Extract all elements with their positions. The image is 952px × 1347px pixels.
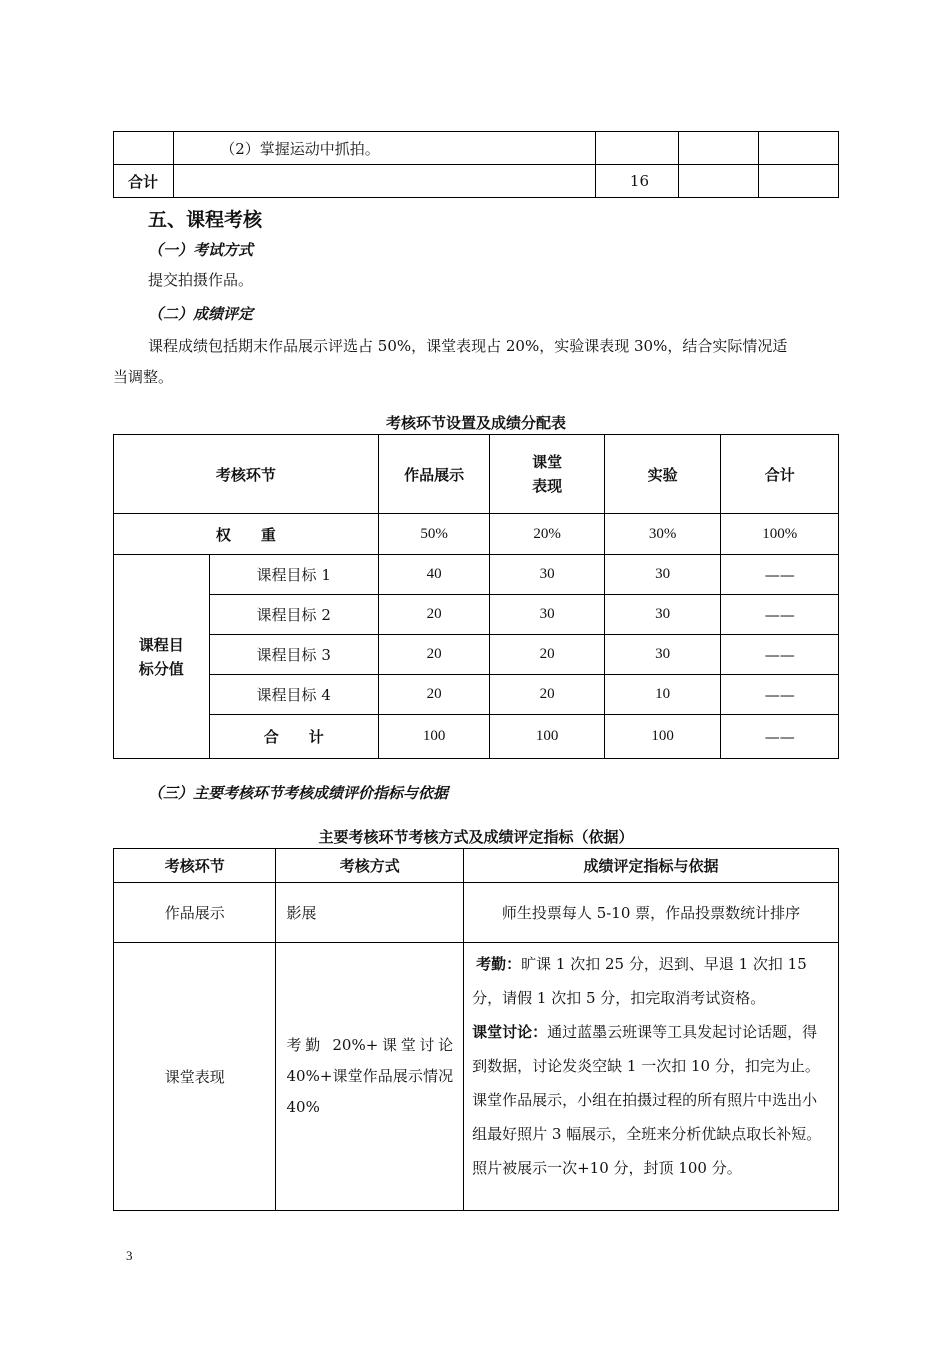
t1-group-label (114, 555, 210, 759)
sub2-title: （二）成绩评定 (148, 305, 254, 323)
t1-row-name: 课程目标 2 (209, 595, 378, 635)
t1-cell-total: —— (721, 675, 839, 715)
t1-sum-total: —— (721, 715, 839, 759)
sub3-title: （三）主要考核环节考核成绩评价指标与依据 (148, 784, 449, 802)
t1-header-class (490, 435, 605, 514)
t1-header-work: 作品展示 (378, 435, 490, 514)
assessment-criteria-table (113, 848, 839, 1211)
t1-sum-label: 合 计 (209, 715, 378, 759)
t1-sum-cell: 100 (378, 715, 490, 759)
sub1-title: （一）考试方式 (148, 241, 254, 259)
t1-cell-total: —— (721, 555, 839, 595)
top-row2-label: 合计 (114, 165, 174, 198)
t1-cell-total: —— (721, 635, 839, 675)
t1-weight-3: 30% (604, 514, 721, 555)
score-allocation-table (113, 434, 839, 759)
t2-attendance (472, 947, 830, 1015)
sub2-text-line1: 课程成绩包括期末作品展示评选占 50%，课堂表现占 20%，实验课表现 30%，结合实际情况适 (148, 337, 788, 355)
table1-caption: 考核环节设置及成绩分配表 (385, 414, 566, 432)
t1-cell: 30 (490, 555, 605, 595)
t2-header-criteria: 成绩评定指标与依据 (464, 849, 839, 883)
t1-cell: 20 (490, 675, 605, 715)
t1-group-label-line2: 标分值 (138, 659, 184, 678)
table2-caption: 主要考核环节考核方式及成绩评定指标（依据） (318, 828, 634, 846)
t2-row1-criteria: 师生投票每人 5-10 票，作品投票数统计排序 (464, 883, 839, 943)
page-number: 3 (126, 1248, 133, 1263)
t2-row1-link: 作品展示 (114, 883, 276, 943)
t1-cell: 30 (604, 595, 721, 635)
t1-cell: 10 (604, 675, 721, 715)
t1-weight-2: 20% (490, 514, 605, 555)
t2-row2-method: 考勤 20%+课堂讨论 40%+课堂作品展示情况 40% (276, 943, 464, 1211)
t1-weight-4: 100% (721, 514, 839, 555)
t2-discussion (472, 1015, 830, 1083)
t2-row2-link: 课堂表现 (114, 943, 276, 1211)
t2-attendance-text: 旷课 1 次扣 25 分，迟到、早退 1 次扣 15 分，请假 1 次扣 5 分，扣完取消考试资格。 (472, 955, 807, 1007)
t1-cell-total: —— (721, 595, 839, 635)
sub2-text-line2: 当调整。 (113, 368, 174, 386)
top-row2-hours: 16 (595, 165, 678, 198)
t2-discussion-text: 通过蓝墨云班课等工具发起讨论话题，得到数据，讨论发炎空缺 1 一次扣 10 分，扣完为止。 (472, 1023, 820, 1075)
t1-cell: 30 (604, 555, 721, 595)
top-table (113, 131, 839, 198)
t2-header-link: 考核环节 (114, 849, 276, 883)
t2-discussion-label: 课堂讨论： (472, 1023, 548, 1041)
t1-group-label-line1: 课程目 (138, 635, 184, 654)
top-row1-content: （2）掌握运动中抓拍。 (174, 132, 596, 165)
t1-cell: 20 (490, 635, 605, 675)
sub1-text: 提交拍摄作品。 (148, 271, 254, 289)
t2-header-method: 考核方式 (276, 849, 464, 883)
t1-header-lab: 实验 (604, 435, 721, 514)
t2-row2-criteria (464, 943, 839, 1211)
t1-cell: 30 (490, 595, 605, 635)
t1-row-name: 课程目标 1 (209, 555, 378, 595)
t1-row-name: 课程目标 3 (209, 635, 378, 675)
t1-header-total: 合计 (721, 435, 839, 514)
t1-weight-1: 50% (378, 514, 490, 555)
t2-row1-method: 影展 (276, 883, 464, 943)
t1-cell: 20 (378, 635, 490, 675)
t1-header-class-line2: 表现 (532, 477, 563, 495)
t1-cell: 40 (378, 555, 490, 595)
t1-header-class-line1: 课堂 (532, 453, 563, 471)
t1-sum-cell: 100 (604, 715, 721, 759)
t2-showcase: 课堂作品展示，小组在拍摄过程的所有照片中选出小组最好照片 3 幅展示，全班来分析优缺点取长补短。照片被展示一次+10 分，封顶 100 分。 (472, 1091, 822, 1177)
t1-cell: 30 (604, 635, 721, 675)
t1-weight-label: 权 重 (114, 514, 379, 555)
t1-row-name: 课程目标 4 (209, 675, 378, 715)
t1-cell: 20 (378, 675, 490, 715)
t2-attendance-label: 考勤： (476, 955, 522, 973)
t1-sum-cell: 100 (490, 715, 605, 759)
t1-cell: 20 (378, 595, 490, 635)
section5-title: 五、课程考核 (148, 209, 263, 231)
t1-header-link: 考核环节 (114, 435, 379, 514)
